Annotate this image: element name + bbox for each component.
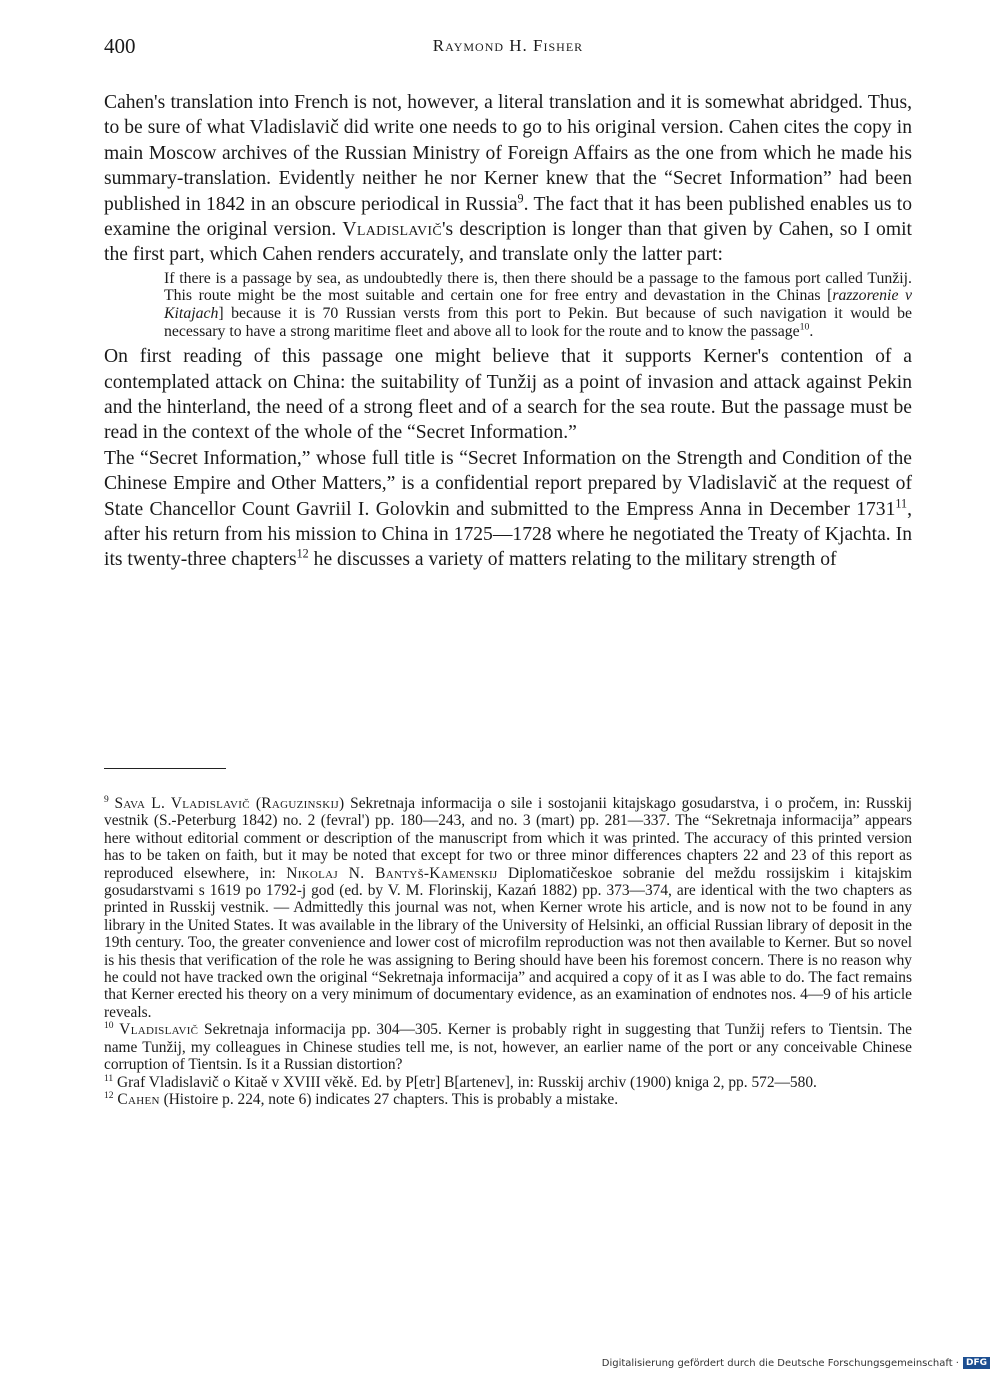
- footnote-10-number: 10: [104, 1020, 114, 1032]
- footnote-12-author: Cahen: [117, 1090, 160, 1108]
- footnote-ref-11: 11: [895, 496, 908, 511]
- paragraph-3-text-c: he discusses a variety of matters relating to the military strength of: [308, 549, 837, 571]
- paragraph-1-text-c: 's description is longer than that given by Cahen, so I omit the first part, which Cahen renders accurately, and translate only the latter part:: [104, 219, 912, 266]
- footnote-9-text-b: Diplomatičeskoe sobranie del meždu rossijskim i kitajskim gosudarstvami s 1619 po 1792-j god (ed. by V. M. Florinskij, Kazań 1882) pp. 373—374, are identical with the two chapters as printed in Russkij vestnik. — Admittedly this journal was not, when Kerner wrote his article, and is now not to be found in any library in the United States. It was available in the library of the University of Helsinki, an official Russian library of deposit in the 19th century. Too, the greater convenience and lower cost of microfilm reproduction was not then available to Kerner. But so novel is his thesis that verification of the role he was assigning to Bering should have been his foremost concern. There is no reason why he could not have tracked own the original “Sekretnaja informacija” and acquired a copy of it as I was able to do. The fact remains that Kerner erected his theory on a very minimum of documentary evidence, as an examination of endnotes nos. 4—9 of his article reveals.: [104, 864, 913, 1021]
- digitization-footer: [602, 1357, 990, 1369]
- footnote-9: [104, 795, 912, 1021]
- footnote-12-number: 12: [104, 1089, 114, 1101]
- footnote-11-number: 11: [104, 1072, 114, 1084]
- paragraph-1-text-b: . The fact that it has been published enables us to examine the original version.: [104, 193, 912, 241]
- footnote-10-author: Vladislavič: [119, 1021, 199, 1039]
- footnote-ref-10: 10: [799, 321, 810, 333]
- running-head: Raymond H. Fisher: [432, 36, 584, 55]
- body-text: [104, 90, 912, 573]
- quote-text: If there is a passage by sea, as undoubtedly there is, then there should be a passage to the famous port called Tunžij. This route might be the most suitable and certain one for free entry and devastation in the Chinas [: [164, 269, 912, 305]
- footnote-12: [104, 1091, 912, 1108]
- quote-text-b: ] because it is 70 Russian versts from this port to Pekin. But because of such navigation it would be necessary to have a strong maritime fleet and above all to look for the route and to know the passage: [164, 305, 912, 340]
- quote-text-c: .: [809, 322, 814, 340]
- footnote-11-text: Graf Vladislavič o Kitaě v XVIII věkě. Ed. by P[etr] B[artenev], in: Russkij archiv (1900) kniga 2, pp. 572—580.: [113, 1073, 817, 1091]
- footnote-9-text: Sekretnaja informacija o sile i sostojanii kitajskago gosudarstva, i o pročem, in: Russkij vestnik (S.-Peterburg 1842) no. 2 (fevral') pp. 180—243, and no. 3 (mart) pp. 281—337. The “Sekretnaja informacija” appears here without editorial comment or description of the manuscript from which it was printed. The accuracy of this printed version has to be taken on faith, but it may be noted that except for two or three minor differences chapters 22 and 23 of this report as reproduced elsewhere, in:: [104, 795, 912, 882]
- paragraph-3: [104, 446, 912, 573]
- footnote-ref-9: 9: [517, 191, 524, 206]
- dfg-logo-icon: DFG: [963, 1357, 990, 1369]
- footnote-9-author: Sava L. Vladislavič (Raguzinskij): [114, 795, 345, 812]
- footnotes: [104, 795, 912, 1108]
- author-smallcaps: Vladislavič: [342, 219, 443, 241]
- footnote-rule: [104, 768, 226, 769]
- quote-italic-term: razzorenie v Kitajach: [164, 287, 912, 323]
- paragraph-1-text: Cahen's translation into French is not, however, a literal translation and it is somewhat abridged. Thus, to be sure of what Vladislavič did write one needs to go to his original version. Cahen cites the copy in main Moscow archives of the Russian Ministry of Foreign Affairs as the one from which he made his summary-translation. Evidently neither he nor Kerner knew that the “Secret Information” had been published in 1842 in an obscure periodical in Russia: [104, 92, 912, 215]
- footnote-9-author-2: Nikolaj N. Bantyš-Kamenskij: [286, 864, 498, 882]
- footnote-10-text: Sekretnaja informacija pp. 304—305. Kerner is probably right in suggesting that Tunžij refers to Tientsin. The name Tunžij, my colleagues in Chinese studies tell me, is not, however, an earlier name of the port or any conceivable Chinese corruption of Tientsin. Is it a Russian distortion?: [104, 1021, 912, 1074]
- footnote-12-text: (Histoire p. 224, note 6) indicates 27 chapters. This is probably a mistake.: [159, 1090, 619, 1108]
- paragraph-2: On first reading of this passage one might believe that it supports Kerner's contention of a contemplated attack on China: the suitability of Tunžij as a point of invasion and attack against Pekin and the hinterland, the need of a strong fleet and of a search for the sea route. But the passage must be read in the context of the whole of the “Secret Information.”: [104, 346, 912, 444]
- paragraph-3-text-b: , after his return from his mission to China in 1725—1728 where he negotiated the Treaty of Kjachta. In its twenty-three chapters: [104, 498, 912, 571]
- footnote-11: [104, 1074, 912, 1091]
- footnote-10: [104, 1021, 912, 1073]
- footnote-ref-12: 12: [296, 546, 309, 561]
- block-quote: [164, 270, 912, 340]
- digitization-credit: Digitalisierung gefördert durch die Deutsche Forschungsgemeinschaft ·: [601, 1357, 959, 1369]
- footnote-9-number: 9: [104, 793, 109, 805]
- page-number: 400: [104, 34, 136, 58]
- page-header: [104, 34, 912, 64]
- paragraph-3-text: The “Secret Information,” whose full title is “Secret Information on the Strength and Condition of the Chinese Empire and Other Matters,” is a confidential report prepared by Vladislavič at the request of State Chancellor Count Gavriil I. Golovkin and submitted to the Empress Anna in December 1731: [104, 447, 912, 520]
- paragraph-1: [104, 90, 912, 268]
